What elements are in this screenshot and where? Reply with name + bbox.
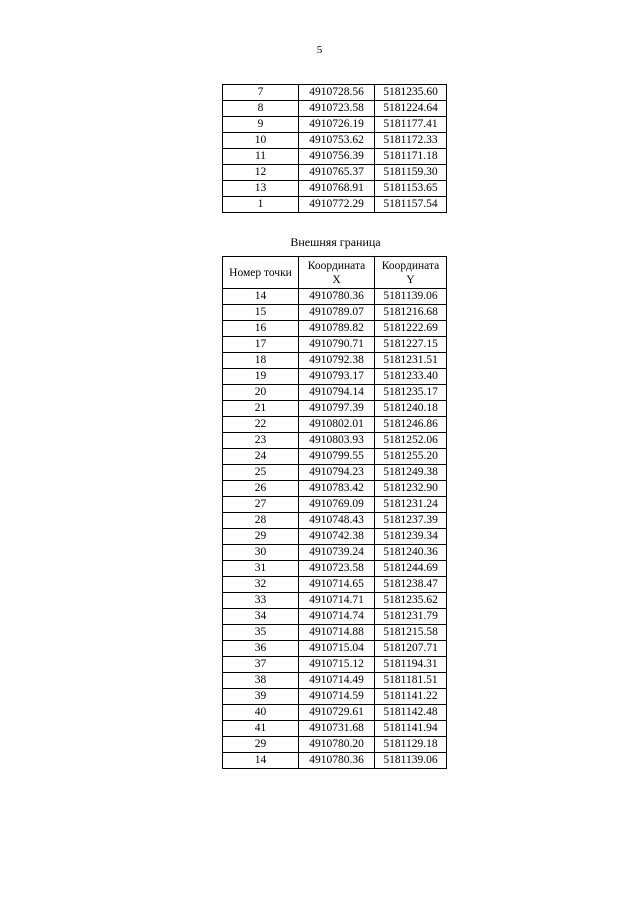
coordinate-y-cell: 5181231.24 [375,497,447,513]
point-number-cell: 27 [223,497,299,513]
coordinate-x-cell: 4910783.42 [299,481,375,497]
coordinate-y-cell: 5181215.58 [375,625,447,641]
point-number-cell: 9 [223,117,299,133]
table-row [223,705,447,721]
header-coordinate-y [375,257,447,289]
table-row [223,609,447,625]
table-row [223,513,447,529]
point-number-cell: 39 [223,689,299,705]
coordinate-y-cell: 5181177.41 [375,117,447,133]
coordinate-x-cell: 4910715.04 [299,641,375,657]
point-number-cell: 41 [223,721,299,737]
coordinate-x-cell: 4910792.38 [299,353,375,369]
coordinate-y-cell: 5181231.79 [375,609,447,625]
coordinate-y-cell: 5181231.51 [375,353,447,369]
coordinate-x-cell: 4910723.58 [299,101,375,117]
coordinate-y-cell: 5181240.18 [375,401,447,417]
table-row [223,673,447,689]
coordinate-x-cell: 4910769.09 [299,497,375,513]
coordinate-y-cell: 5181240.36 [375,545,447,561]
point-number-cell: 29 [223,737,299,753]
coordinate-y-cell: 5181171.18 [375,149,447,165]
header-point-number [223,257,299,289]
point-number-cell: 29 [223,529,299,545]
point-number-cell: 8 [223,101,299,117]
point-number-cell: 22 [223,417,299,433]
coordinate-x-cell: 4910765.37 [299,165,375,181]
coordinate-y-cell: 5181232.90 [375,481,447,497]
coordinate-y-cell: 5181216.68 [375,305,447,321]
coordinate-x-cell: 4910789.07 [299,305,375,321]
point-number-cell: 23 [223,433,299,449]
coordinate-x-cell: 4910789.82 [299,321,375,337]
coordinate-x-cell: 4910731.68 [299,721,375,737]
coordinate-x-cell: 4910714.88 [299,625,375,641]
page-number: 5 [316,44,323,56]
point-number-cell: 32 [223,577,299,593]
coordinate-y-cell: 5181181.51 [375,673,447,689]
coordinate-x-cell: 4910715.12 [299,657,375,673]
outer-boundary-table [222,256,447,769]
coordinate-y-cell: 5181235.17 [375,385,447,401]
table-row [223,433,447,449]
table-row [223,133,447,149]
coordinate-x-cell: 4910797.39 [299,401,375,417]
coordinate-y-cell: 5181227.15 [375,337,447,353]
table-row [223,689,447,705]
coordinate-x-cell: 4910714.65 [299,577,375,593]
coordinate-x-cell: 4910772.29 [299,197,375,213]
coordinate-y-cell: 5181157.54 [375,197,447,213]
point-number-cell: 19 [223,369,299,385]
header-coordinate-y-line2: Y [406,273,415,286]
table-header-row [223,257,447,289]
table-row [223,481,447,497]
table-row [223,385,447,401]
table-row [223,753,447,769]
section-title: Внешняя граница [290,235,381,249]
point-number-cell: 40 [223,705,299,721]
coordinate-x-cell: 4910780.20 [299,737,375,753]
coordinates-table-continued [222,84,447,213]
table-row [223,561,447,577]
coordinate-x-cell: 4910780.36 [299,753,375,769]
coordinate-y-cell: 5181141.22 [375,689,447,705]
coordinate-x-cell: 4910802.01 [299,417,375,433]
header-coordinate-y-line1: Координата [381,259,440,272]
header-point-number-label: Номер точки [229,266,292,279]
coordinate-x-cell: 4910742.38 [299,529,375,545]
point-number-cell: 1 [223,197,299,213]
point-number-cell: 16 [223,321,299,337]
point-number-cell: 17 [223,337,299,353]
table-row [223,529,447,545]
table-row [223,577,447,593]
coordinate-y-cell: 5181224.64 [375,101,447,117]
point-number-cell: 7 [223,85,299,101]
point-number-cell: 18 [223,353,299,369]
table-row [223,337,447,353]
coordinate-y-cell: 5181233.40 [375,369,447,385]
point-number-cell: 20 [223,385,299,401]
coordinate-y-cell: 5181235.60 [375,85,447,101]
point-number-cell: 14 [223,753,299,769]
outer-boundary-table-body [223,289,447,769]
coordinate-y-cell: 5181239.34 [375,529,447,545]
table-row [223,181,447,197]
coordinate-x-cell: 4910748.43 [299,513,375,529]
coordinate-y-cell: 5181252.06 [375,433,447,449]
table-row [223,353,447,369]
table-row [223,641,447,657]
point-number-cell: 26 [223,481,299,497]
point-number-cell: 25 [223,465,299,481]
table-row [223,465,447,481]
coordinate-y-cell: 5181139.06 [375,289,447,305]
coordinate-y-cell: 5181237.39 [375,513,447,529]
coordinate-x-cell: 4910753.62 [299,133,375,149]
point-number-cell: 11 [223,149,299,165]
coordinate-x-cell: 4910728.56 [299,85,375,101]
header-coordinate-x-line2: X [332,273,341,286]
table-row [223,85,447,101]
table-row [223,149,447,165]
coordinate-y-cell: 5181246.86 [375,417,447,433]
point-number-cell: 12 [223,165,299,181]
point-number-cell: 30 [223,545,299,561]
point-number-cell: 33 [223,593,299,609]
coordinate-x-cell: 4910714.74 [299,609,375,625]
point-number-cell: 38 [223,673,299,689]
point-number-cell: 10 [223,133,299,149]
coordinate-x-cell: 4910714.49 [299,673,375,689]
table-row [223,117,447,133]
coordinate-y-cell: 5181172.33 [375,133,447,149]
coordinate-x-cell: 4910729.61 [299,705,375,721]
coordinate-y-cell: 5181238.47 [375,577,447,593]
coordinate-y-cell: 5181139.06 [375,753,447,769]
coordinate-y-cell: 5181153.65 [375,181,447,197]
point-number-cell: 37 [223,657,299,673]
point-number-cell: 28 [223,513,299,529]
table-row [223,369,447,385]
coordinate-y-cell: 5181141.94 [375,721,447,737]
table-row [223,657,447,673]
point-number-cell: 14 [223,289,299,305]
coordinate-x-cell: 4910790.71 [299,337,375,353]
table-row [223,165,447,181]
header-coordinate-x [299,257,375,289]
table-row [223,593,447,609]
table-row [223,545,447,561]
coordinate-x-cell: 4910726.19 [299,117,375,133]
table-row [223,101,447,117]
coordinate-x-cell: 4910794.14 [299,385,375,401]
point-number-cell: 35 [223,625,299,641]
point-number-cell: 36 [223,641,299,657]
table-row [223,497,447,513]
coordinate-y-cell: 5181129.18 [375,737,447,753]
coordinate-y-cell: 5181249.38 [375,465,447,481]
point-number-cell: 15 [223,305,299,321]
coordinate-x-cell: 4910793.17 [299,369,375,385]
table-row [223,721,447,737]
coordinate-y-cell: 5181207.71 [375,641,447,657]
table-row [223,625,447,641]
point-number-cell: 21 [223,401,299,417]
point-number-cell: 24 [223,449,299,465]
table-row [223,401,447,417]
coordinate-x-cell: 4910799.55 [299,449,375,465]
table-row [223,197,447,213]
coordinate-x-cell: 4910723.58 [299,561,375,577]
table-row [223,289,447,305]
table-row [223,737,447,753]
coordinate-y-cell: 5181142.48 [375,705,447,721]
table-row [223,417,447,433]
coordinate-x-cell: 4910714.59 [299,689,375,705]
coordinate-x-cell: 4910756.39 [299,149,375,165]
point-number-cell: 13 [223,181,299,197]
point-number-cell: 31 [223,561,299,577]
table-row [223,321,447,337]
coordinate-y-cell: 5181255.20 [375,449,447,465]
table-row [223,305,447,321]
coordinate-y-cell: 5181194.31 [375,657,447,673]
coordinate-y-cell: 5181159.30 [375,165,447,181]
coordinate-y-cell: 5181222.69 [375,321,447,337]
coordinate-x-cell: 4910803.93 [299,433,375,449]
table-row [223,449,447,465]
coordinate-x-cell: 4910739.24 [299,545,375,561]
coordinates-table-body [223,85,447,213]
coordinate-x-cell: 4910780.36 [299,289,375,305]
coordinate-y-cell: 5181235.62 [375,593,447,609]
coordinate-x-cell: 4910794.23 [299,465,375,481]
header-coordinate-x-line1: Координата [307,259,366,272]
coordinate-x-cell: 4910768.91 [299,181,375,197]
coordinate-y-cell: 5181244.69 [375,561,447,577]
point-number-cell: 34 [223,609,299,625]
coordinate-x-cell: 4910714.71 [299,593,375,609]
